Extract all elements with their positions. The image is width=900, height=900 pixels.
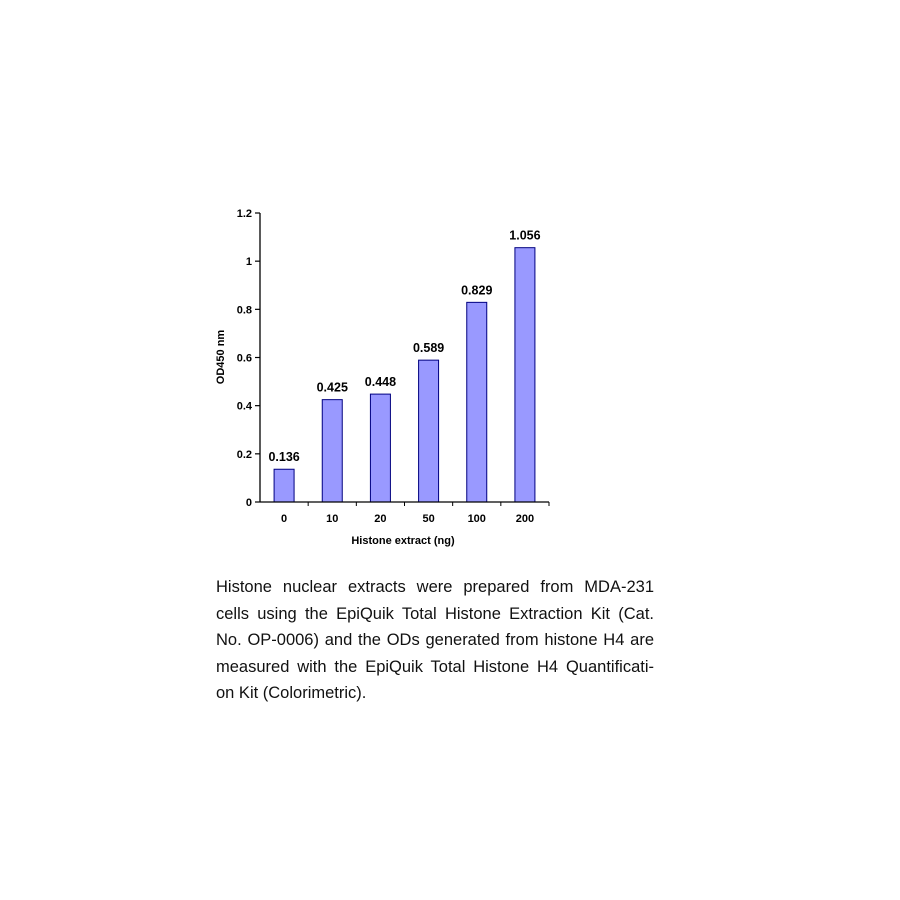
data-label: 0.136 bbox=[268, 450, 300, 465]
data-label: 0.829 bbox=[461, 283, 493, 298]
x-tick-label: 50 bbox=[422, 513, 435, 525]
data-label: 1.056 bbox=[509, 228, 541, 243]
bars bbox=[274, 248, 535, 502]
data-label: 0.448 bbox=[364, 375, 397, 390]
data-label: 0.425 bbox=[316, 380, 348, 395]
bar bbox=[419, 360, 439, 502]
y-tick-label: 0.4 bbox=[236, 400, 252, 413]
bar bbox=[467, 302, 487, 502]
bar bbox=[274, 469, 294, 502]
x-tick-label: 200 bbox=[515, 513, 535, 525]
y-axis-title: OD450 nm bbox=[215, 329, 227, 385]
caption-line: measured with the EpiQuik Total Histone H4 Quantificati- bbox=[216, 657, 654, 676]
x-axis-title: Histone extract (ng) bbox=[351, 535, 455, 547]
x-tick-label: 20 bbox=[374, 513, 387, 525]
y-tick-label: 1 bbox=[245, 256, 252, 269]
y-tick-label: 0.6 bbox=[236, 352, 252, 365]
caption-line: No. OP-0006) and the ODs generated from histone H4 are bbox=[216, 631, 654, 650]
caption-line: cells using the EpiQuik Total Histone Extraction Kit (Cat. bbox=[216, 604, 654, 623]
x-tick-label: 0 bbox=[281, 513, 288, 525]
bar bbox=[515, 248, 535, 502]
y-axis-ticks bbox=[237, 208, 260, 509]
x-axis-ticks bbox=[281, 502, 549, 525]
caption-line: on Kit (Colorimetric). bbox=[216, 684, 367, 703]
y-tick-label: 0 bbox=[245, 497, 252, 509]
x-tick-label: 100 bbox=[467, 513, 486, 525]
bar bbox=[370, 394, 390, 502]
bar bbox=[322, 400, 342, 502]
x-tick-label: 10 bbox=[326, 513, 339, 525]
y-tick-label: 0.8 bbox=[236, 304, 252, 317]
y-tick-label: 1.2 bbox=[236, 208, 252, 220]
figure-caption bbox=[216, 574, 654, 707]
y-tick-label: 0.2 bbox=[236, 448, 252, 461]
data-label: 0.589 bbox=[412, 341, 445, 356]
caption-line: Histone nuclear extracts were prepared from MDA-231 bbox=[216, 578, 654, 596]
data-labels bbox=[268, 229, 540, 465]
